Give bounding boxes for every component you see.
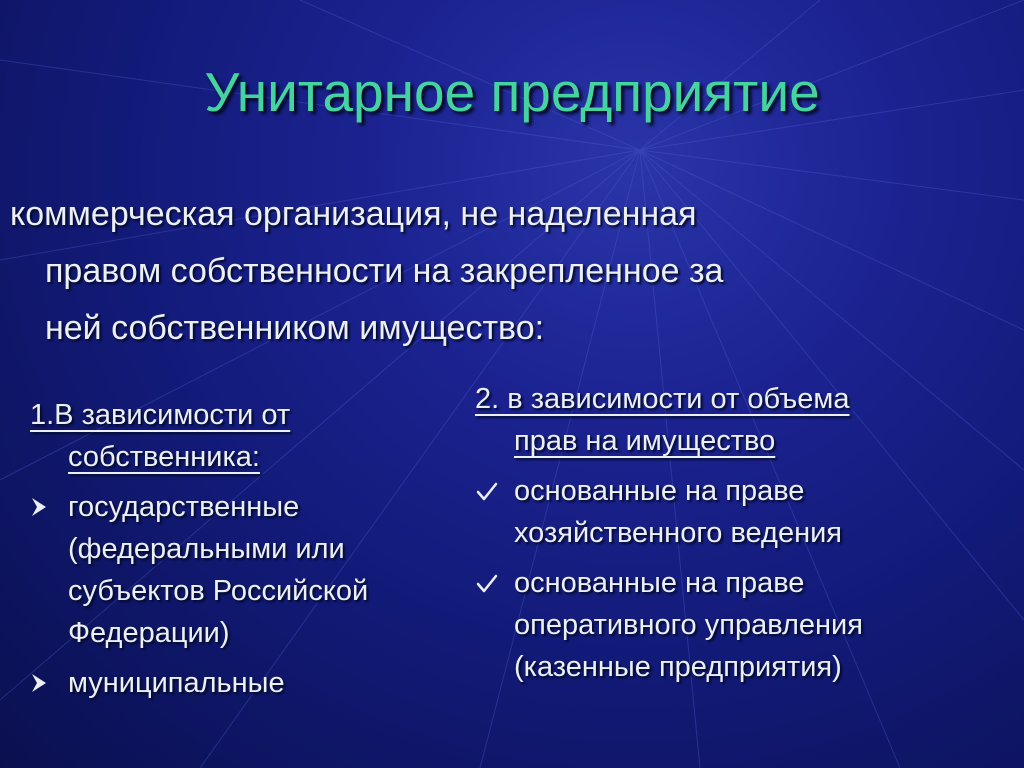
slide-title: Унитарное предприятие	[204, 61, 820, 123]
right-heading-line-1: 2. в зависимости от объема	[475, 383, 850, 415]
left-heading-line-1: 1.В зависимости от	[30, 399, 291, 431]
list-item-line: основанные на праве	[514, 475, 805, 507]
list-item-line: муниципальные	[68, 667, 285, 699]
list-item-line: основанные на праве	[514, 567, 805, 599]
left-heading-line-2: собственника:	[68, 441, 260, 473]
list-item-line: (федеральными или	[68, 533, 345, 565]
list-item-line: (казенные предприятия)	[514, 651, 842, 683]
arrow-bullet-icon	[30, 672, 48, 694]
list-item-line: хозяйственного ведения	[514, 517, 842, 549]
arrow-bullet-icon	[30, 496, 48, 518]
list-item-municipal	[30, 662, 470, 704]
definition-text	[10, 186, 1010, 357]
checkmark-bullet-icon	[476, 482, 498, 502]
list-item-line: государственные	[68, 491, 300, 523]
list-item-line: Федерации)	[68, 617, 230, 649]
right-heading-line-2: прав на имущество	[514, 425, 776, 457]
list-item-line: субъектов Российской	[68, 575, 369, 607]
list-item-state	[30, 486, 470, 654]
left-column	[30, 394, 470, 704]
definition-line-3: ней собственником имущество:	[45, 309, 545, 347]
definition-line-1: коммерческая организация, не наделенная	[10, 195, 697, 233]
list-item-economic-management	[470, 470, 1010, 554]
list-item-line: оперативного управления	[514, 609, 863, 641]
checkmark-bullet-icon	[476, 574, 498, 594]
definition-line-2: правом собственности на закрепленное за	[45, 252, 724, 290]
list-item-operational-management	[470, 562, 1010, 688]
right-column	[470, 378, 1010, 688]
